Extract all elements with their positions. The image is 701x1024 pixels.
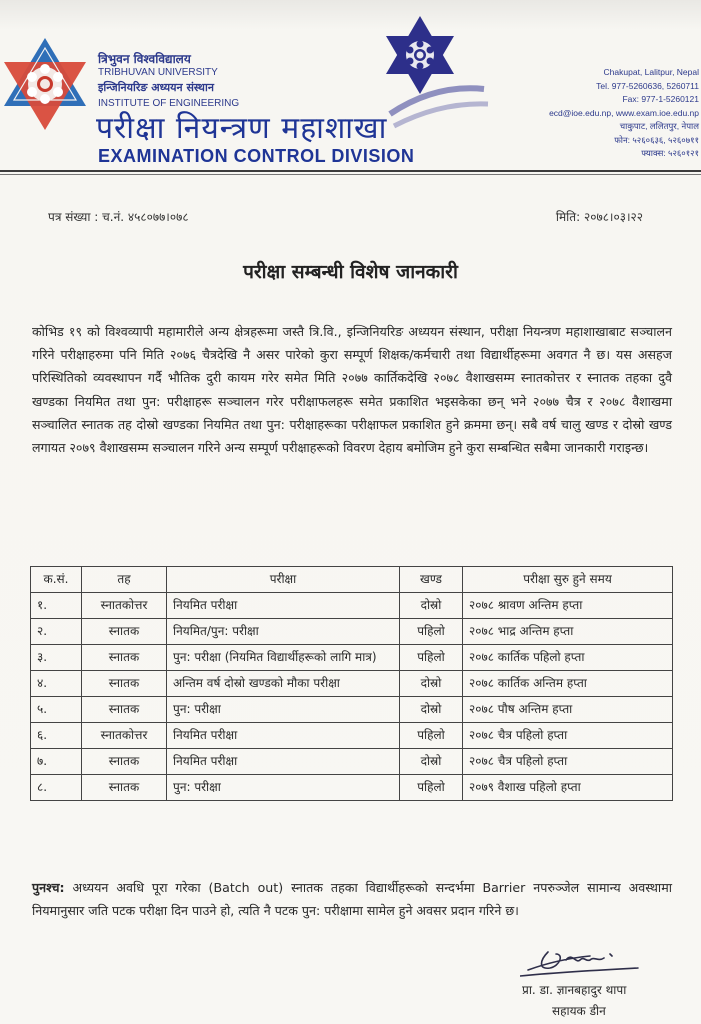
cell-serial: ५. bbox=[31, 697, 82, 723]
postscript-label: पुनश्च: bbox=[32, 880, 65, 895]
cell-serial: ७. bbox=[31, 749, 82, 775]
contact-tel: Tel. 977-5260636, 5260711 bbox=[596, 80, 699, 91]
signatory-title: सहायक डीन bbox=[552, 1004, 606, 1018]
cell-part: पहिलो bbox=[400, 723, 463, 749]
cell-level: स्नातक bbox=[82, 749, 167, 775]
cell-exam: पुन: परीक्षा bbox=[167, 697, 400, 723]
header-divider bbox=[0, 170, 701, 172]
cell-exam: नियमित परीक्षा bbox=[167, 593, 400, 619]
cell-start-time: २०७८ चैत्र पहिलो हप्ता bbox=[463, 723, 673, 749]
cell-start-time: २०७८ पौष अन्तिम हप्ता bbox=[463, 697, 673, 723]
university-name-np: त्रिभुवन विश्वविद्यालय bbox=[98, 52, 191, 66]
table-header-row bbox=[31, 567, 673, 593]
letter-body: कोभिड १९ को विश्वव्यापी महामारीले अन्य क्षेत्रहरूमा जस्तै त्रि.वि., इन्जिनियरिङ अध्ययन संस्थान, परीक्षा नियन्त्रण महाशाखाबाट सञ्चालन गरिने परीक्षाहरुमा पनि मिति २०७६ चैत्रदेखि नै असर पारेको कुरा सम्पूर्ण शिक्षक/कर्मचारी तथा विद्यार्थीहरूमा अवगत नै छ। यस असहज परिस्थितिको व्यवस्थापन गर्दै भौतिक दुरी कायम गरेर समेत मिति २०७७ कार्तिकदेखि २०७८ वैशाखसम्म स्नातकोत्तर र स्नातक तहका दुवै खण्डका नियमित तथा पुन: परीक्षाहरू सञ्चालन गरेर परीक्षाफलहरू समेत प्रकाशित भइसकेका छन् भने २०७७ चैत्र र २०७८ वैशाखमा सञ्चालित स्नातक तह दोस्रो खण्डका नियमित तथा पुन: परीक्षाहरूका परीक्षाफल प्रकाशित हुने क्रममा छन्। सबै वर्ष चालु खण्ड र दोस्रो खण्ड लगायत २०७९ वैशाखसम्म सञ्चालन गरिने अन्य सम्पूर्ण परीक्षाहरूको विवरण देहाय बमोजिम हुने कुरा सम्बन्धित सबैमा जानकारी गराइन्छ। bbox=[32, 324, 672, 456]
cell-part: पहिलो bbox=[400, 619, 463, 645]
cell-exam: नियमित परीक्षा bbox=[167, 723, 400, 749]
postscript-note bbox=[32, 876, 672, 922]
cell-level: स्नातक bbox=[82, 671, 167, 697]
postscript-text: अध्ययन अवधि पूरा गरेका (Batch out) स्नातक तहका विद्यार्थीहरूको सन्दर्भमा Barrier नपरुञ्जेल सामान्य अवस्थामा नियमानुसार जति पटक परीक्षा दिन पाउने हो, त्यति नै पटक पुन: परीक्षामा सामेल हुने अवसर प्रदान गरिने छ। bbox=[32, 880, 672, 918]
contact-fax: Fax: 977-1-5260121 bbox=[622, 94, 699, 104]
table-row bbox=[31, 645, 673, 671]
signatory-name: प्रा. डा. ज्ञानबहादुर थापा bbox=[522, 983, 627, 997]
cell-level: स्नातक bbox=[82, 645, 167, 671]
exam-schedule-table bbox=[30, 566, 673, 801]
cell-part: दोस्रो bbox=[400, 697, 463, 723]
letter-title: परीक्षा सम्बन्धी विशेष जानकारी bbox=[243, 261, 458, 283]
tu-logo-icon bbox=[2, 36, 88, 132]
cell-serial: ६. bbox=[31, 723, 82, 749]
header-serial: क.सं. bbox=[31, 567, 82, 593]
cell-exam: अन्तिम वर्ष दोस्रो खण्डको मौका परीक्षा bbox=[167, 671, 400, 697]
table-row bbox=[31, 593, 673, 619]
header-start-time: परीक्षा सुरु हुने समय bbox=[463, 567, 673, 593]
date-value: २०७८।०३।२२ bbox=[583, 210, 643, 224]
cell-serial: ४. bbox=[31, 671, 82, 697]
cell-serial: २. bbox=[31, 619, 82, 645]
cell-serial: ३. bbox=[31, 645, 82, 671]
table-row bbox=[31, 697, 673, 723]
cell-start-time: २०७८ कार्तिक अन्तिम हप्ता bbox=[463, 671, 673, 697]
cell-part: पहिलो bbox=[400, 775, 463, 801]
signature-icon bbox=[520, 946, 640, 980]
cell-level: स्नातक bbox=[82, 697, 167, 723]
cell-start-time: २०७८ कार्तिक पहिलो हप्ता bbox=[463, 645, 673, 671]
cell-part: दोस्रो bbox=[400, 593, 463, 619]
date-label: मिति: bbox=[555, 210, 581, 224]
header-part: खण्ड bbox=[400, 567, 463, 593]
reference-value: च.नं. ४५८०७७।०७८ bbox=[102, 210, 189, 224]
cell-start-time: २०७८ भाद्र अन्तिम हप्ता bbox=[463, 619, 673, 645]
header-divider-thin bbox=[0, 174, 701, 175]
division-name-en: EXAMINATION CONTROL DIVISION bbox=[98, 146, 415, 166]
table-row bbox=[31, 723, 673, 749]
cell-level: स्नातकोत्तर bbox=[82, 593, 167, 619]
cell-level: स्नातकोत्तर bbox=[82, 723, 167, 749]
cell-part: दोस्रो bbox=[400, 749, 463, 775]
table-row bbox=[31, 671, 673, 697]
division-name-np: परीक्षा नियन्त्रण महाशाखा bbox=[96, 111, 388, 146]
contact-email-web: ecd@ioe.edu.np, www.exam.ioe.edu.np bbox=[549, 107, 699, 118]
contact-fax-np: फ्याक्स: ५२६०१२१ bbox=[641, 148, 699, 158]
cell-start-time: २०७८ चैत्र पहिलो हप्ता bbox=[463, 749, 673, 775]
contact-block bbox=[501, 66, 701, 161]
header-exam: परीक्षा bbox=[167, 567, 400, 593]
institute-name-np: इन्जिनियरिङ अध्ययन संस्थान bbox=[98, 81, 214, 94]
letter-date bbox=[556, 208, 643, 225]
table-row bbox=[31, 775, 673, 801]
cell-exam: नियमित परीक्षा bbox=[167, 749, 400, 775]
cell-exam: पुन: परीक्षा bbox=[167, 775, 400, 801]
tu-seal-icon bbox=[380, 14, 490, 134]
contact-address-np: चाकुपाट, ललितपुर, नेपाल bbox=[619, 121, 699, 131]
cell-start-time: २०७८ श्रावण अन्तिम हप्ता bbox=[463, 593, 673, 619]
cell-part: पहिलो bbox=[400, 645, 463, 671]
reference-label: पत्र संख्या : bbox=[48, 210, 99, 224]
contact-phone-np: फोन: ५२६०६३६, ५२६०७११ bbox=[614, 134, 699, 145]
table-row bbox=[31, 749, 673, 775]
cell-exam: नियमित/पुन: परीक्षा bbox=[167, 619, 400, 645]
university-name-en: TRIBHUVAN UNIVERSITY bbox=[98, 67, 218, 78]
table-row bbox=[31, 619, 673, 645]
cell-exam: पुन: परीक्षा (नियमित विद्यार्थीहरूको लागि मात्र) bbox=[167, 645, 400, 671]
header-level: तह bbox=[82, 567, 167, 593]
institute-name-en: INSTITUTE OF ENGINEERING bbox=[98, 98, 240, 109]
cell-level: स्नातक bbox=[82, 619, 167, 645]
cell-serial: १. bbox=[31, 593, 82, 619]
reference-number bbox=[48, 208, 189, 225]
cell-part: दोस्रो bbox=[400, 671, 463, 697]
cell-start-time: २०७९ वैशाख पहिलो हप्ता bbox=[463, 775, 673, 801]
cell-serial: ८. bbox=[31, 775, 82, 801]
contact-address-en: Chakupat, Lalitpur, Nepal bbox=[603, 67, 699, 77]
cell-level: स्नातक bbox=[82, 775, 167, 801]
